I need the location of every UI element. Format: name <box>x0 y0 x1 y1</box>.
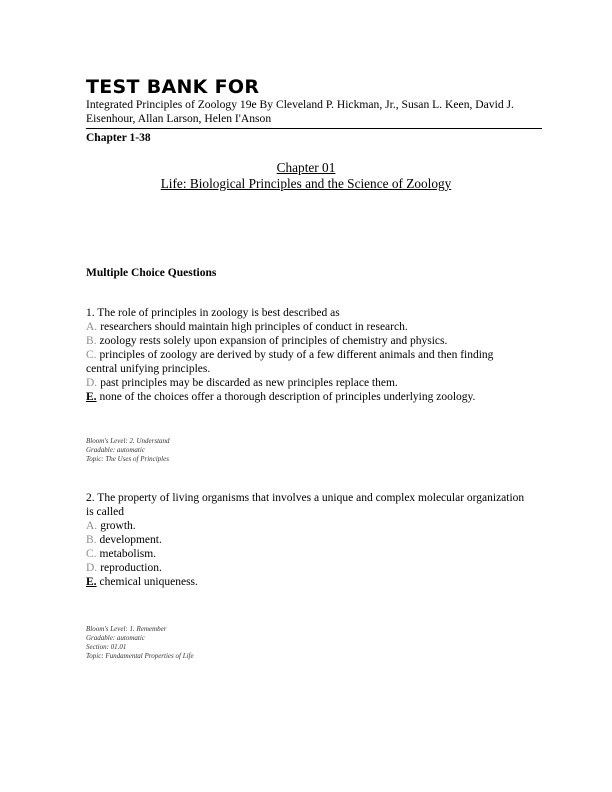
choice-d <box>86 561 526 575</box>
chapter-title-text: Life: Biological Principles and the Science of Zoology <box>160 176 452 191</box>
chapter-number <box>0 160 612 176</box>
question-stem: 2. The property of living organisms that involves a unique and complex molecular organization is called <box>86 492 525 518</box>
question-2-meta <box>86 625 194 661</box>
chapter-range: Chapter 1-38 <box>86 132 151 144</box>
choice-text: metabolism. <box>99 548 157 560</box>
choice-letter: C. <box>86 548 97 560</box>
choice-letter: B. <box>86 534 97 546</box>
choice-b <box>86 334 526 348</box>
choice-letter: B. <box>86 335 97 347</box>
choice-text: past principles may be discarded as new principles replace them. <box>100 377 398 389</box>
choice-e-correct <box>86 575 526 589</box>
choice-text: zoology rests solely upon expansion of principles of chemistry and physics. <box>99 335 448 347</box>
question-1-meta <box>86 437 170 464</box>
meta-topic: Topic: The Uses of Principles <box>86 455 169 463</box>
choice-c <box>86 547 526 561</box>
choice-letter: D. <box>86 562 98 574</box>
chapter-number-text: Chapter 01 <box>276 160 336 175</box>
choice-text: reproduction. <box>100 562 162 574</box>
choice-text: chemical uniqueness. <box>99 576 198 588</box>
meta-section: Section: 01.01 <box>86 643 127 651</box>
section-heading: Multiple Choice Questions <box>86 267 217 279</box>
meta-blooms-level: Bloom's Level: 2. Understand <box>86 437 170 445</box>
choice-c <box>86 348 526 376</box>
choice-text: development. <box>99 534 162 546</box>
choice-letter: D. <box>86 377 98 389</box>
book-subtitle: Integrated Principles of Zoology 19e By Cleveland P. Hickman, Jr., Susan L. Keen, David J. Eisenhour, Allan Larson, Helen I'Anson <box>86 98 514 125</box>
choice-letter: E. <box>86 391 97 403</box>
choice-letter: A. <box>86 321 98 333</box>
choice-text: growth. <box>100 520 136 532</box>
choice-letter: C. <box>86 349 97 361</box>
choice-b <box>86 533 526 547</box>
chapter-title <box>0 176 612 192</box>
meta-gradable: Gradable: automatic <box>86 446 145 454</box>
choice-a <box>86 519 526 533</box>
choice-text: researchers should maintain high principles of conduct in research. <box>100 321 408 333</box>
choice-text: principles of zoology are derived by study of a few different animals and then finding central unifying principles. <box>86 349 494 375</box>
question-2 <box>86 491 526 589</box>
choice-text: none of the choices offer a thorough description of principles underlying zoology. <box>99 391 476 403</box>
meta-topic: Topic: Fundamental Properties of Life <box>86 652 194 660</box>
choice-d <box>86 376 526 390</box>
choice-letter: A. <box>86 520 98 532</box>
test-bank-banner: TEST BANK FOR <box>86 76 260 98</box>
question-1 <box>86 306 526 404</box>
meta-blooms-level: Bloom's Level: 1. Remember <box>86 625 167 633</box>
choice-e-correct <box>86 390 526 404</box>
question-stem: 1. The role of principles in zoology is best described as <box>86 307 340 319</box>
meta-gradable: Gradable: automatic <box>86 634 145 642</box>
choice-a <box>86 320 526 334</box>
choice-letter: E. <box>86 576 97 588</box>
header-divider <box>86 128 542 129</box>
